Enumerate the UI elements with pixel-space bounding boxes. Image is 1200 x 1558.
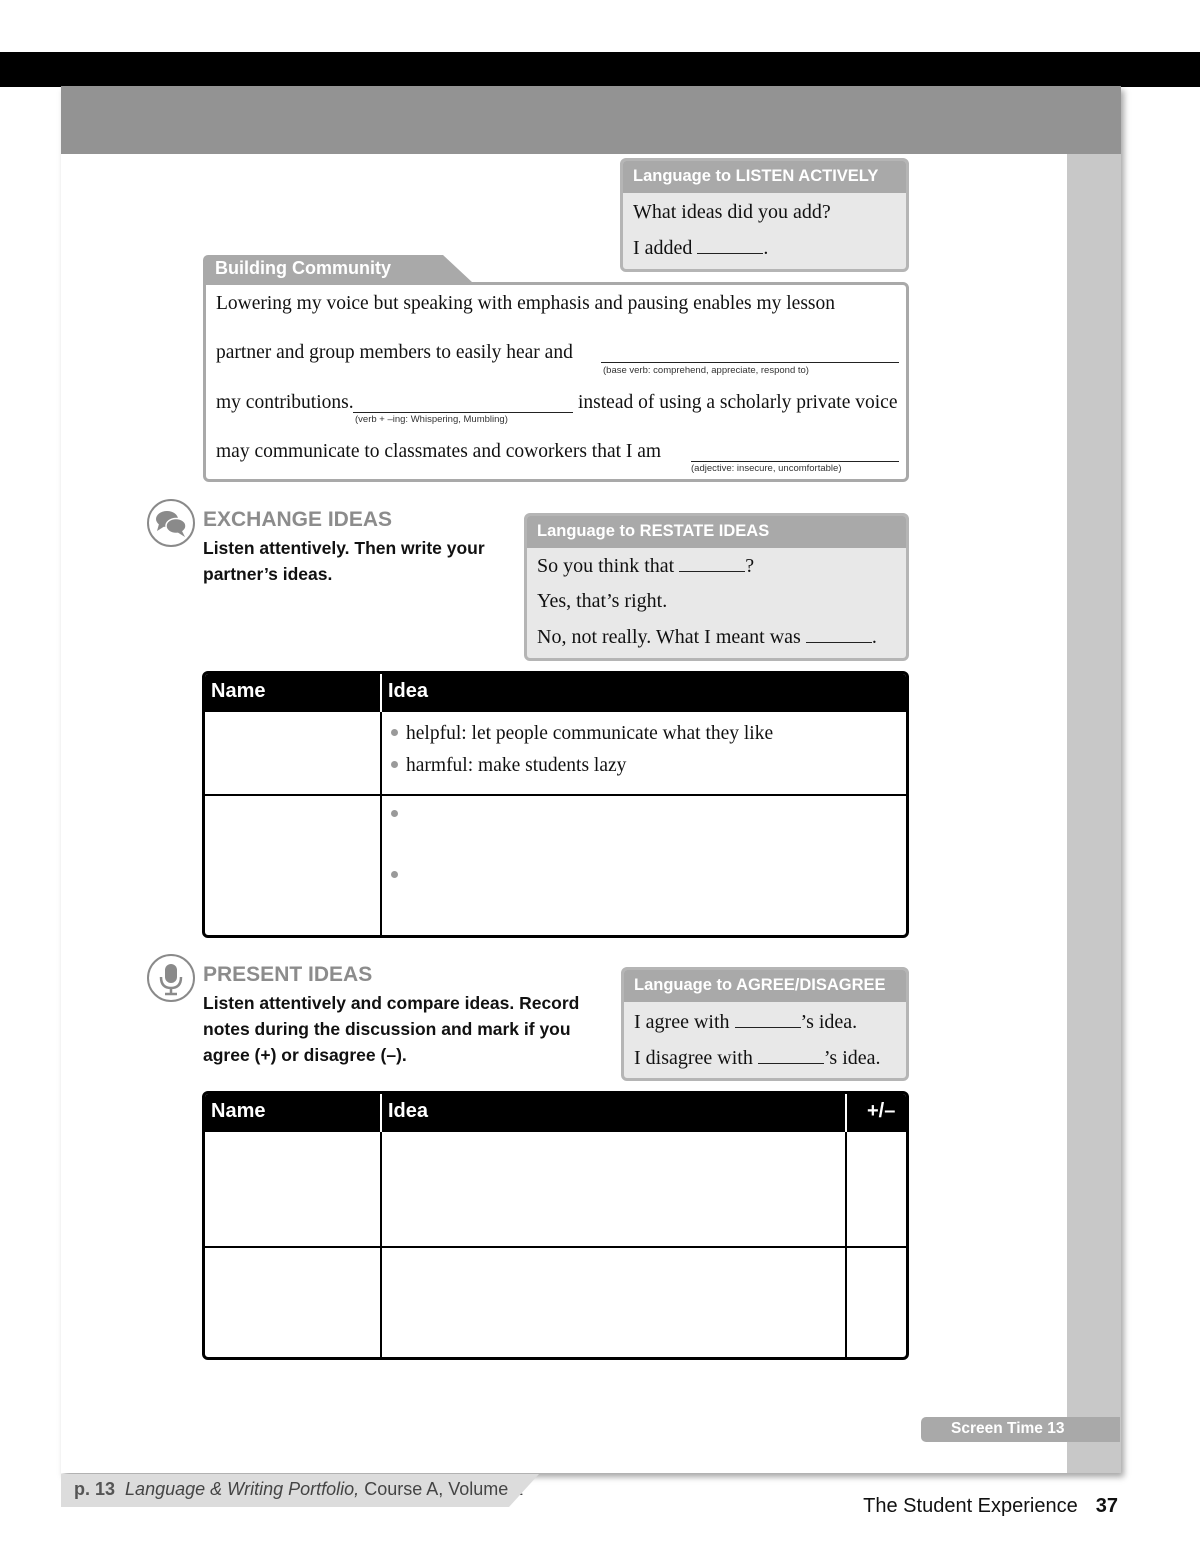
right-margin-strip [1067,154,1121,1473]
restate-line1 [527,554,906,578]
bc-line1: Lowering my voice but speaking with emphasis and pausing enables my lesson [216,293,836,314]
agree-disagree-box [621,967,909,1081]
row-divider [205,1246,906,1248]
restate-line3-end: . [871,626,877,648]
column-divider [380,1094,382,1358]
page-number: 37 [1095,1495,1118,1517]
answer-blank[interactable] [806,625,872,643]
fill-blank-1[interactable] [601,341,899,363]
present-ideas-instructions: Listen attentively and compare ideas. Record notes during the discussion and mark if you agree (+) or disagree (–). [203,993,580,1065]
bullet-dot [391,871,398,878]
restate-ideas-heading: Language to RESTATE IDEAS [527,516,906,548]
restate-line2: Yes, that’s right. [537,590,668,612]
table1-col-idea: Idea [388,680,429,702]
tab-corner [443,255,473,283]
bc-line3-start: my contributions. [216,392,354,413]
table2-col-mark: +/– [867,1100,896,1122]
table1-row1-idea2 [391,755,626,777]
building-community-tab: Building Community [203,255,443,283]
hint-3: (adjective: insecure, uncomfortable) [691,463,842,474]
present-ideas-table [202,1091,909,1360]
table1-row2-bullet2[interactable] [391,865,406,887]
top-black-bar [0,52,1200,87]
building-community-box [203,282,909,482]
agree-line [624,1010,906,1034]
table2-col-idea: Idea [388,1100,429,1122]
hint-2: (verb + –ing: Whispering, Mumbling) [355,414,508,425]
column-divider [380,674,382,936]
microphone-icon [147,954,195,1002]
header-divider [380,1094,382,1132]
footer-tab-corner [509,1474,539,1507]
screen-time-tag: Screen Time 13 [921,1417,1120,1442]
footer-book-rest: Course A, Volume 1 [364,1479,524,1499]
table2-col-name: Name [211,1100,266,1122]
exchange-ideas-title: EXCHANGE IDEAS [203,508,393,531]
column-divider [845,1094,847,1358]
listen-actively-line2 [623,236,906,260]
bc-line3-end: instead of using a scholarly private voice [578,392,898,413]
fill-blank-2[interactable] [353,391,573,413]
bullet-dot [391,810,398,817]
listen-actively-line2-text: I added [633,237,693,259]
listen-actively-box [620,158,909,272]
disagree-line-text: I disagree with [634,1047,753,1069]
exchange-ideas-instructions: Listen attentively. Then write your partner’s ideas. [203,538,485,584]
restate-line3-text: No, not really. What I meant was [537,626,801,648]
speech-bubbles-icon [147,499,195,547]
answer-blank[interactable] [735,1010,801,1028]
restate-line1-text: So you think that [537,555,675,577]
running-title: The Student Experience [863,1495,1078,1517]
bullet-dot [391,761,398,768]
bc-line2: partner and group members to easily hear and [216,342,573,363]
footer-book-title: Language & Writing Portfolio, [125,1479,360,1499]
footer-reference [61,1474,524,1507]
answer-blank[interactable] [697,236,763,254]
answer-blank[interactable] [679,554,745,572]
restate-line3 [527,625,906,649]
exchange-ideas-table [202,671,909,938]
agree-disagree-heading: Language to AGREE/DISAGREE [624,970,906,1002]
agree-line-end: ’s idea. [800,1011,858,1033]
header-divider [845,1094,847,1132]
answer-blank[interactable] [758,1046,824,1064]
restate-line1-end: ? [745,555,755,577]
table1-row2-bullet1[interactable] [391,804,406,826]
listen-actively-line2-end: . [763,237,769,259]
row-divider [205,794,906,796]
agree-line-text: I agree with [634,1011,730,1033]
bullet-dot [391,729,398,736]
table1-col-name: Name [211,680,266,702]
disagree-line [624,1046,906,1070]
header-band [61,86,1121,154]
present-ideas-title: PRESENT IDEAS [203,963,373,986]
idea-text: harmful: make students lazy [406,755,627,776]
bc-line4: may communicate to classmates and coworkers that I am [216,441,662,462]
hint-1: (base verb: comprehend, appreciate, respond to) [603,365,809,376]
header-divider [380,674,382,712]
running-footer [863,1495,1118,1518]
footer-page-ref: p. 13 [74,1479,116,1499]
restate-ideas-box [524,513,909,661]
idea-text: helpful: let people communicate what they like [406,723,774,744]
table1-row1-idea1 [391,723,773,745]
listen-actively-heading: Language to LISTEN ACTIVELY [623,161,906,193]
listen-actively-line1: What ideas did you add? [633,201,831,223]
fill-blank-3[interactable] [691,440,899,462]
disagree-line-end: ’s idea. [823,1047,881,1069]
